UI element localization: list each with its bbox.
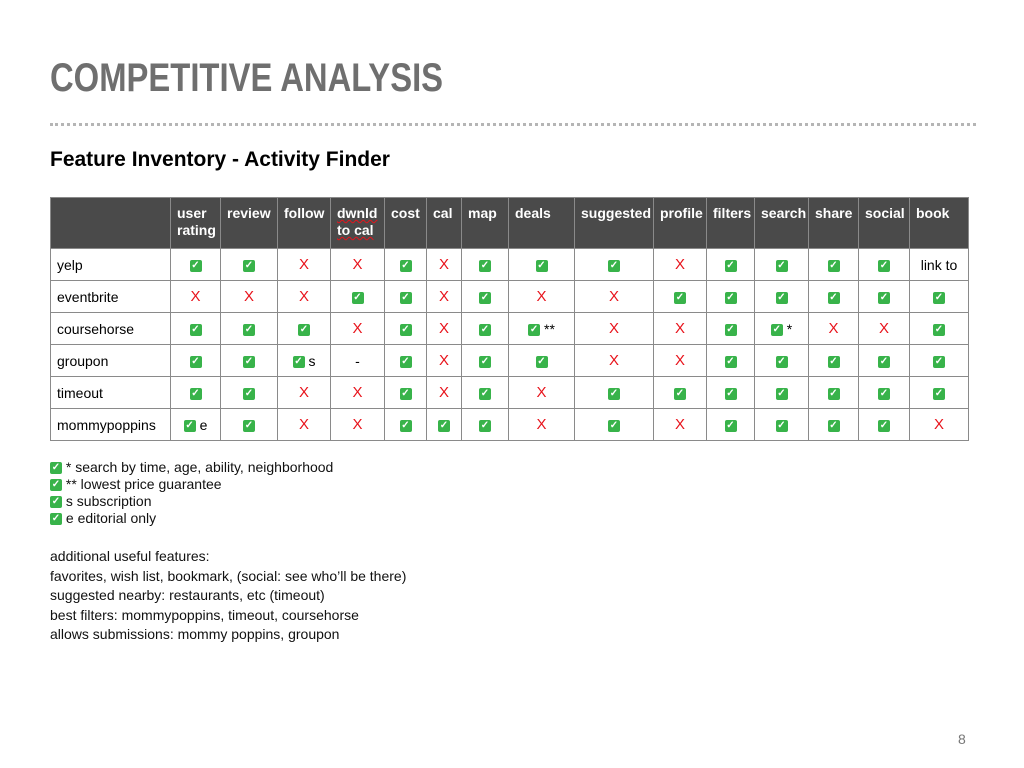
column-header: map — [462, 198, 509, 249]
check-icon: ✓ — [51, 513, 61, 525]
table-cell — [278, 409, 331, 441]
check-icon: ✓ — [401, 323, 410, 335]
table-cell — [221, 281, 278, 313]
check-icon: ✓ — [191, 387, 200, 399]
check-icon: ✓ — [726, 259, 735, 271]
table-cell — [575, 345, 654, 377]
column-header: follow — [278, 198, 331, 249]
table-cell — [707, 345, 755, 377]
table-cell — [278, 249, 331, 281]
column-header: search — [755, 198, 809, 249]
table-cell — [385, 409, 427, 441]
check-icon: ✓ — [244, 387, 254, 399]
additional-features — [50, 547, 406, 645]
x-mark-icon: X — [438, 320, 449, 337]
table-cell — [654, 249, 707, 281]
dotted-divider — [50, 123, 976, 126]
check-icon: ✓ — [772, 323, 781, 335]
table-cell — [427, 249, 462, 281]
table-header-row — [51, 198, 969, 249]
table-cell — [331, 249, 385, 281]
check-icon: ✓ — [777, 291, 786, 303]
table-cell — [654, 409, 707, 441]
x-mark-icon: X — [608, 288, 619, 305]
table-cell — [707, 281, 755, 313]
legend-note-text: s subscription — [65, 493, 152, 509]
table-cell — [331, 313, 385, 345]
table-cell — [462, 345, 509, 377]
column-header: filters — [707, 198, 755, 249]
table-cell — [755, 345, 809, 377]
table-cell — [278, 377, 331, 409]
page-number: 8 — [958, 731, 966, 747]
table-cell — [462, 409, 509, 441]
table-cell — [385, 281, 427, 313]
table-cell — [462, 281, 509, 313]
check-icon: ✓ — [777, 259, 786, 271]
table-cell — [278, 345, 331, 377]
check-icon: ✓ — [777, 355, 786, 367]
check-icon: ✓ — [934, 387, 944, 399]
x-mark-icon: X — [878, 320, 889, 337]
check-icon: ✓ — [480, 387, 490, 399]
row-label: yelp — [51, 249, 171, 281]
x-mark-icon: X — [536, 288, 547, 305]
check-icon: ✓ — [244, 419, 254, 431]
x-mark-icon: X — [674, 320, 685, 337]
row-label: coursehorse — [51, 313, 171, 345]
table-cell — [509, 313, 575, 345]
cell-annotation: ** — [544, 320, 555, 337]
x-mark-icon: X — [352, 256, 363, 273]
table-cell — [509, 281, 575, 313]
x-mark-icon: X — [608, 352, 619, 369]
section-subtitle: Feature Inventory - Activity Finder — [50, 148, 390, 171]
check-icon: ✓ — [879, 259, 889, 271]
check-icon: ✓ — [439, 419, 449, 431]
feature-inventory-table — [50, 197, 969, 441]
table-cell — [809, 345, 859, 377]
check-icon: ✓ — [537, 355, 546, 367]
column-header: user rating — [171, 198, 221, 249]
table-cell — [509, 377, 575, 409]
table-cell — [385, 313, 427, 345]
x-mark-icon: X — [352, 320, 363, 337]
table-cell — [331, 281, 385, 313]
table-cell — [755, 313, 809, 345]
table-cell — [707, 409, 755, 441]
check-icon: ✓ — [244, 323, 254, 335]
column-header: review — [221, 198, 278, 249]
legend-note-text: e editorial only — [65, 510, 157, 526]
table-cell — [462, 249, 509, 281]
check-icon: ✓ — [401, 355, 410, 367]
check-icon: ✓ — [879, 387, 889, 399]
check-icon: ✓ — [609, 259, 619, 271]
table-cell — [427, 345, 462, 377]
check-icon: ✓ — [185, 419, 194, 431]
table-cell — [221, 345, 278, 377]
legend-note-text: * search by time, age, ability, neighborhood — [65, 459, 334, 475]
check-icon: ✓ — [537, 259, 546, 271]
table-cell — [707, 377, 755, 409]
check-icon: ✓ — [777, 387, 786, 399]
table-cell — [654, 313, 707, 345]
additional-feature-line: suggested nearby: restaurants, etc (timeout) — [50, 587, 325, 603]
table-cell — [385, 345, 427, 377]
check-icon: ✓ — [51, 496, 61, 508]
x-mark-icon: X — [674, 416, 685, 433]
column-header: social — [859, 198, 910, 249]
check-icon: ✓ — [191, 355, 200, 367]
table-cell — [331, 409, 385, 441]
table-cell — [509, 345, 575, 377]
check-icon: ✓ — [879, 355, 889, 367]
column-header: cost — [385, 198, 427, 249]
x-mark-icon: X — [828, 320, 839, 337]
x-mark-icon: X — [352, 384, 363, 401]
x-mark-icon: X — [536, 384, 547, 401]
table-cell — [654, 281, 707, 313]
check-icon: ✓ — [529, 323, 539, 335]
table-cell — [575, 409, 654, 441]
check-icon: ✓ — [934, 291, 944, 303]
table-cell — [809, 281, 859, 313]
cell-annotation: * — [786, 320, 793, 337]
check-icon: ✓ — [609, 387, 619, 399]
check-icon: ✓ — [480, 355, 490, 367]
check-icon: ✓ — [879, 291, 889, 303]
check-icon: ✓ — [777, 419, 786, 431]
x-mark-icon: X — [438, 288, 449, 305]
table-cell — [427, 377, 462, 409]
dash-mark: - — [355, 352, 360, 369]
table-cell — [171, 281, 221, 313]
check-icon: ✓ — [51, 479, 61, 491]
x-mark-icon: X — [536, 416, 547, 433]
check-icon: ✓ — [726, 323, 735, 335]
table-cell — [707, 313, 755, 345]
check-icon: ✓ — [480, 323, 490, 335]
column-header: book — [910, 198, 969, 249]
table-cell — [171, 377, 221, 409]
table-cell — [462, 313, 509, 345]
table-row — [51, 409, 969, 441]
check-icon: ✓ — [829, 291, 838, 303]
check-icon: ✓ — [480, 259, 490, 271]
x-mark-icon: X — [438, 256, 449, 273]
additional-feature-line: favorites, wish list, bookmark, (social: see who’ll be there) — [50, 567, 407, 584]
table-cell — [575, 281, 654, 313]
table-cell — [755, 377, 809, 409]
check-icon: ✓ — [675, 387, 685, 399]
table-row — [51, 249, 969, 281]
table-cell — [385, 249, 427, 281]
table-cell — [575, 249, 654, 281]
column-header: deals — [509, 198, 575, 249]
table-cell — [278, 313, 331, 345]
table-cell — [462, 377, 509, 409]
additional-feature-line: best filters: mommypoppins, timeout, coursehorse — [50, 606, 359, 623]
legend-note — [50, 459, 333, 476]
x-mark-icon: X — [674, 256, 685, 273]
table-cell — [427, 313, 462, 345]
table-cell — [427, 409, 462, 441]
table-row — [51, 377, 969, 409]
table-cell — [755, 409, 809, 441]
row-label: eventbrite — [51, 281, 171, 313]
additional-features-heading: additional useful features: — [50, 548, 210, 564]
cell-annotation: e — [199, 416, 208, 433]
table-cell — [509, 409, 575, 441]
check-icon: ✓ — [609, 419, 619, 431]
legend-note — [50, 510, 333, 527]
legend-note-text: ** lowest price guarantee — [65, 476, 222, 492]
legend-note — [50, 476, 333, 493]
table-cell — [910, 377, 969, 409]
table-row — [51, 281, 969, 313]
table-cell — [427, 281, 462, 313]
table-cell — [755, 249, 809, 281]
table-cell — [859, 313, 910, 345]
table-cell — [859, 345, 910, 377]
check-icon: ✓ — [191, 259, 200, 271]
table-cell — [654, 345, 707, 377]
check-icon: ✓ — [401, 419, 410, 431]
table-cell — [910, 249, 969, 281]
table-cell — [221, 249, 278, 281]
check-icon: ✓ — [829, 419, 838, 431]
x-mark-icon: X — [190, 288, 201, 305]
additional-feature-line: allows submissions: mommy poppins, groupon — [50, 626, 340, 642]
x-mark-icon: X — [243, 288, 254, 305]
table-cell — [755, 281, 809, 313]
check-icon: ✓ — [244, 259, 254, 271]
column-header: share — [809, 198, 859, 249]
check-icon: ✓ — [829, 355, 838, 367]
table-cell — [575, 377, 654, 409]
table-cell — [171, 313, 221, 345]
check-icon: ✓ — [726, 291, 735, 303]
check-icon: ✓ — [480, 419, 490, 431]
check-icon: ✓ — [401, 259, 410, 271]
table-cell — [575, 313, 654, 345]
table-cell — [910, 345, 969, 377]
check-icon: ✓ — [480, 291, 490, 303]
legend-note — [50, 493, 333, 510]
x-mark-icon: X — [298, 416, 309, 433]
table-cell — [859, 249, 910, 281]
check-icon: ✓ — [244, 355, 254, 367]
table-body — [51, 249, 969, 441]
x-mark-icon: X — [674, 352, 685, 369]
check-icon: ✓ — [353, 291, 362, 303]
x-mark-icon: X — [438, 384, 449, 401]
x-mark-icon: X — [298, 384, 309, 401]
row-label: groupon — [51, 345, 171, 377]
check-icon: ✓ — [675, 291, 685, 303]
column-header: profile — [654, 198, 707, 249]
cell-text: link to — [920, 256, 958, 273]
check-icon: ✓ — [726, 387, 735, 399]
row-label: timeout — [51, 377, 171, 409]
table-cell — [221, 313, 278, 345]
cell-annotation: s — [308, 352, 316, 369]
table-cell — [221, 377, 278, 409]
table-cell — [859, 409, 910, 441]
check-icon: ✓ — [934, 355, 944, 367]
table-cell — [910, 313, 969, 345]
check-icon: ✓ — [934, 323, 944, 335]
check-icon: ✓ — [51, 462, 61, 474]
check-icon: ✓ — [401, 291, 410, 303]
table-cell — [859, 281, 910, 313]
check-icon: ✓ — [726, 419, 735, 431]
table-cell — [509, 249, 575, 281]
table-cell — [331, 345, 385, 377]
table-cell — [859, 377, 910, 409]
x-mark-icon: X — [298, 288, 309, 305]
check-icon: ✓ — [401, 387, 410, 399]
x-mark-icon: X — [352, 416, 363, 433]
check-icon: ✓ — [879, 419, 889, 431]
x-mark-icon: X — [608, 320, 619, 337]
x-mark-icon: X — [298, 256, 309, 273]
table-cell — [910, 409, 969, 441]
table-cell — [171, 249, 221, 281]
check-icon: ✓ — [299, 323, 309, 335]
slide-title: COMPETITIVE ANALYSIS — [50, 56, 444, 100]
table-cell — [171, 409, 221, 441]
x-mark-icon: X — [933, 416, 944, 433]
check-icon: ✓ — [829, 259, 838, 271]
column-header: suggested — [575, 198, 654, 249]
column-header: cal — [427, 198, 462, 249]
table-cell — [221, 409, 278, 441]
column-header — [331, 198, 385, 249]
row-label: mommypoppins — [51, 409, 171, 441]
table-cell — [654, 377, 707, 409]
x-mark-icon: X — [438, 352, 449, 369]
table-cell — [809, 313, 859, 345]
spellcheck-underlined-text: dwnld to cal — [337, 205, 378, 238]
check-icon: ✓ — [726, 355, 735, 367]
header-corner-cell — [51, 198, 171, 249]
table-cell — [278, 281, 331, 313]
table-cell — [707, 249, 755, 281]
table-row — [51, 313, 969, 345]
table-cell — [910, 281, 969, 313]
table-cell — [331, 377, 385, 409]
check-icon: ✓ — [294, 355, 303, 367]
table-cell — [385, 377, 427, 409]
table-cell — [809, 409, 859, 441]
table-cell — [171, 345, 221, 377]
legend-notes — [50, 459, 333, 527]
check-icon: ✓ — [191, 323, 200, 335]
table-cell — [809, 377, 859, 409]
check-icon: ✓ — [829, 387, 838, 399]
table-cell — [809, 249, 859, 281]
table-row — [51, 345, 969, 377]
